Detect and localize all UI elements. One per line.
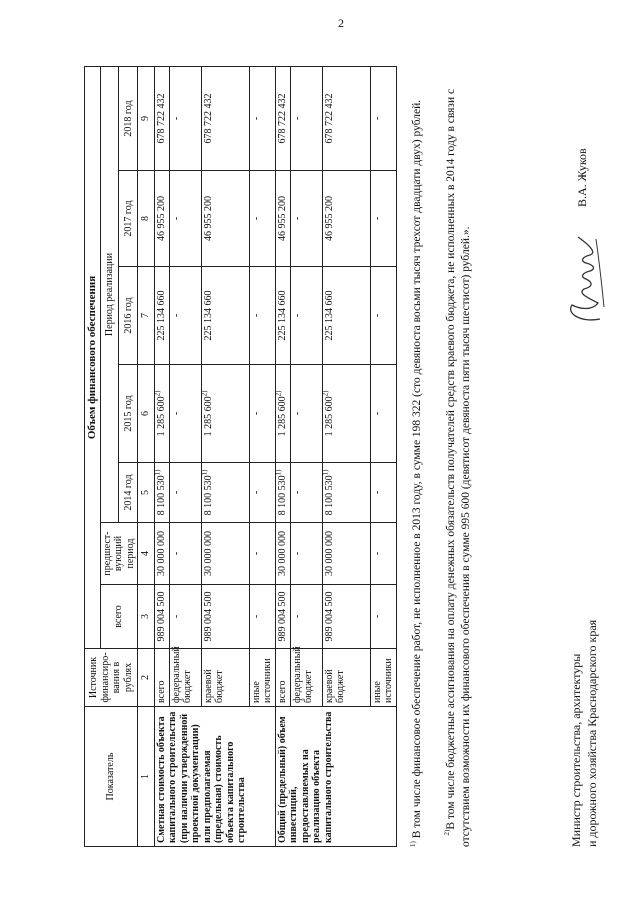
- source-cell: всего: [275, 649, 290, 707]
- footnote-ref: 1): [153, 469, 162, 476]
- year-cell: 46 955 200: [154, 171, 169, 267]
- total-cell: 989 004 500: [154, 585, 169, 649]
- header-year: 2018 год: [119, 66, 138, 170]
- header-finance-group: Объем финансового обеспечения: [85, 66, 101, 648]
- year-cell: -: [249, 171, 275, 267]
- year-cell: [275, 463, 290, 523]
- value: 1 285 600: [323, 396, 335, 437]
- total-cell: 989 004 500: [322, 585, 370, 649]
- year-cell: -: [290, 66, 322, 170]
- year-cell: [275, 365, 290, 463]
- footnote-ref: 1): [200, 469, 209, 476]
- year-cell: -: [370, 171, 396, 267]
- header-source: Источник финансиро-вания в рублях: [85, 649, 138, 707]
- year-cell: 678 722 432: [154, 66, 169, 170]
- column-number: 2: [138, 649, 155, 707]
- year-cell: 225 134 660: [322, 267, 370, 365]
- table-body: [154, 66, 396, 846]
- handwritten-signature-icon: [560, 227, 612, 327]
- footnote-ref: 1): [274, 469, 283, 476]
- value: 1 285 600: [155, 396, 167, 437]
- finance-table-wrapper: [84, 67, 402, 847]
- year-cell: -: [249, 267, 275, 365]
- source-cell: иные источники: [370, 649, 396, 707]
- value: 1 285 600: [202, 396, 214, 437]
- column-number: 3: [138, 585, 155, 649]
- value: 8 100 530: [155, 475, 167, 516]
- year-cell: -: [169, 267, 201, 365]
- footnote-mark: 2): [443, 829, 452, 836]
- year-cell: 225 134 660: [275, 267, 290, 365]
- source-cell: краевой бюджет: [322, 649, 370, 707]
- year-cell: [370, 463, 396, 523]
- value: -: [170, 411, 182, 416]
- year-cell: -: [290, 267, 322, 365]
- header-indicator: Показатель: [85, 707, 138, 847]
- value: -: [250, 411, 262, 416]
- year-cell: [169, 463, 201, 523]
- header-period-group: Период реализации: [100, 66, 119, 522]
- year-cell: [154, 365, 169, 463]
- footnote-1: [410, 57, 425, 847]
- footnote-text: В том числе бюджетные ассигнования на оплату денежных обязательств получателей средств краевого бюджета, не исполненных в 2014 году в связи с отсутствием возможности их финансового обеспечения в сумме 995 600 (девятисот девяноста пяти тысяч шестисот) рублей.».: [445, 88, 473, 847]
- footnote-ref: 2): [274, 390, 283, 397]
- source-cell: краевой бюджет: [201, 649, 249, 707]
- signatory-name: В.А. Жуков: [575, 148, 589, 207]
- header-year: 2014 год: [119, 463, 138, 523]
- column-number: 1: [138, 707, 155, 847]
- prior-period-cell: -: [370, 523, 396, 585]
- year-cell: -: [370, 66, 396, 170]
- signatory-position-line1: Министр строительства, архитектуры: [569, 653, 583, 847]
- source-cell: федеральный бюджет: [290, 649, 322, 707]
- year-cell: [322, 463, 370, 523]
- year-cell: 46 955 200: [201, 171, 249, 267]
- footnote-text: В том числе финансовое обеспечение работ, не исполненное в 2013 году, в сумме 198 322 (сто девяноста восьми тысяч трехсот двадцати двух) рублей.: [411, 99, 423, 839]
- value: 8 100 530: [323, 475, 335, 516]
- year-cell: [322, 365, 370, 463]
- signatory-position-line2: и дорожного хозяйства Краснодарского края: [585, 619, 600, 847]
- prior-period-cell: 30 000 000: [201, 523, 249, 585]
- value: 8 100 530: [276, 475, 288, 516]
- total-cell: -: [370, 585, 396, 649]
- prior-period-cell: 30 000 000: [322, 523, 370, 585]
- year-cell: -: [169, 66, 201, 170]
- column-number: 8: [138, 171, 155, 267]
- year-cell: 678 722 432: [201, 66, 249, 170]
- footnote-mark: 1): [409, 841, 418, 847]
- source-cell: иные источники: [249, 649, 275, 707]
- header-prior-period: предшест-вующий период: [100, 523, 138, 585]
- year-cell: [201, 365, 249, 463]
- value: 1 285 600: [276, 396, 288, 437]
- prior-period-cell: -: [290, 523, 322, 585]
- header-total: всего: [100, 585, 138, 649]
- value: -: [250, 490, 262, 495]
- footnote-2: [444, 57, 474, 847]
- year-cell: -: [370, 267, 396, 365]
- footnote-ref: 2): [200, 390, 209, 397]
- year-cell: [154, 463, 169, 523]
- year-cell: -: [169, 171, 201, 267]
- indicator-cell: Общий (предельный) объем инвестиций, предоставляемых на реализацию объекта капитального строительства: [275, 707, 396, 847]
- table-row: [275, 66, 290, 846]
- value: -: [291, 490, 303, 495]
- indicator-cell: Сметная стоимость объекта капитального строительства (при наличии утвержденной проектной документации) или предполагаемая (предельная) стоимость объекта капитального строительства: [154, 707, 275, 847]
- year-cell: 225 134 660: [201, 267, 249, 365]
- column-number: 4: [138, 523, 155, 585]
- total-cell: -: [249, 585, 275, 649]
- source-cell: всего: [154, 649, 169, 707]
- value: -: [371, 490, 383, 495]
- prior-period-cell: 30 000 000: [154, 523, 169, 585]
- table-row: [154, 66, 169, 846]
- year-cell: 225 134 660: [154, 267, 169, 365]
- column-number: 5: [138, 463, 155, 523]
- header-year: 2016 год: [119, 267, 138, 365]
- footnote-ref: 2): [321, 390, 330, 397]
- value: -: [291, 411, 303, 416]
- prior-period-cell: -: [249, 523, 275, 585]
- year-cell: [169, 365, 201, 463]
- year-cell: -: [249, 66, 275, 170]
- footnote-ref: 1): [321, 469, 330, 476]
- year-cell: [290, 463, 322, 523]
- page-number: 2: [338, 16, 344, 30]
- value: -: [371, 411, 383, 416]
- year-cell: [249, 365, 275, 463]
- column-number: 7: [138, 267, 155, 365]
- value: -: [170, 490, 182, 495]
- year-cell: [370, 365, 396, 463]
- prior-period-cell: -: [169, 523, 201, 585]
- year-cell: 46 955 200: [322, 171, 370, 267]
- footnote-ref: 2): [153, 390, 162, 397]
- header-year: 2015 год: [119, 365, 138, 463]
- header-year: 2017 год: [119, 171, 138, 267]
- signature-block: [568, 57, 600, 847]
- total-cell: 989 004 500: [201, 585, 249, 649]
- finance-table: [84, 66, 397, 847]
- column-number: 6: [138, 365, 155, 463]
- year-cell: [201, 463, 249, 523]
- total-cell: -: [169, 585, 201, 649]
- total-cell: -: [290, 585, 322, 649]
- year-cell: 46 955 200: [275, 171, 290, 267]
- year-cell: 678 722 432: [275, 66, 290, 170]
- year-cell: [249, 463, 275, 523]
- source-cell: федеральный бюджет: [169, 649, 201, 707]
- year-cell: [290, 365, 322, 463]
- year-cell: 678 722 432: [322, 66, 370, 170]
- value: 8 100 530: [202, 475, 214, 516]
- prior-period-cell: 30 000 000: [275, 523, 290, 585]
- total-cell: 989 004 500: [275, 585, 290, 649]
- year-cell: -: [290, 171, 322, 267]
- column-number: 9: [138, 66, 155, 170]
